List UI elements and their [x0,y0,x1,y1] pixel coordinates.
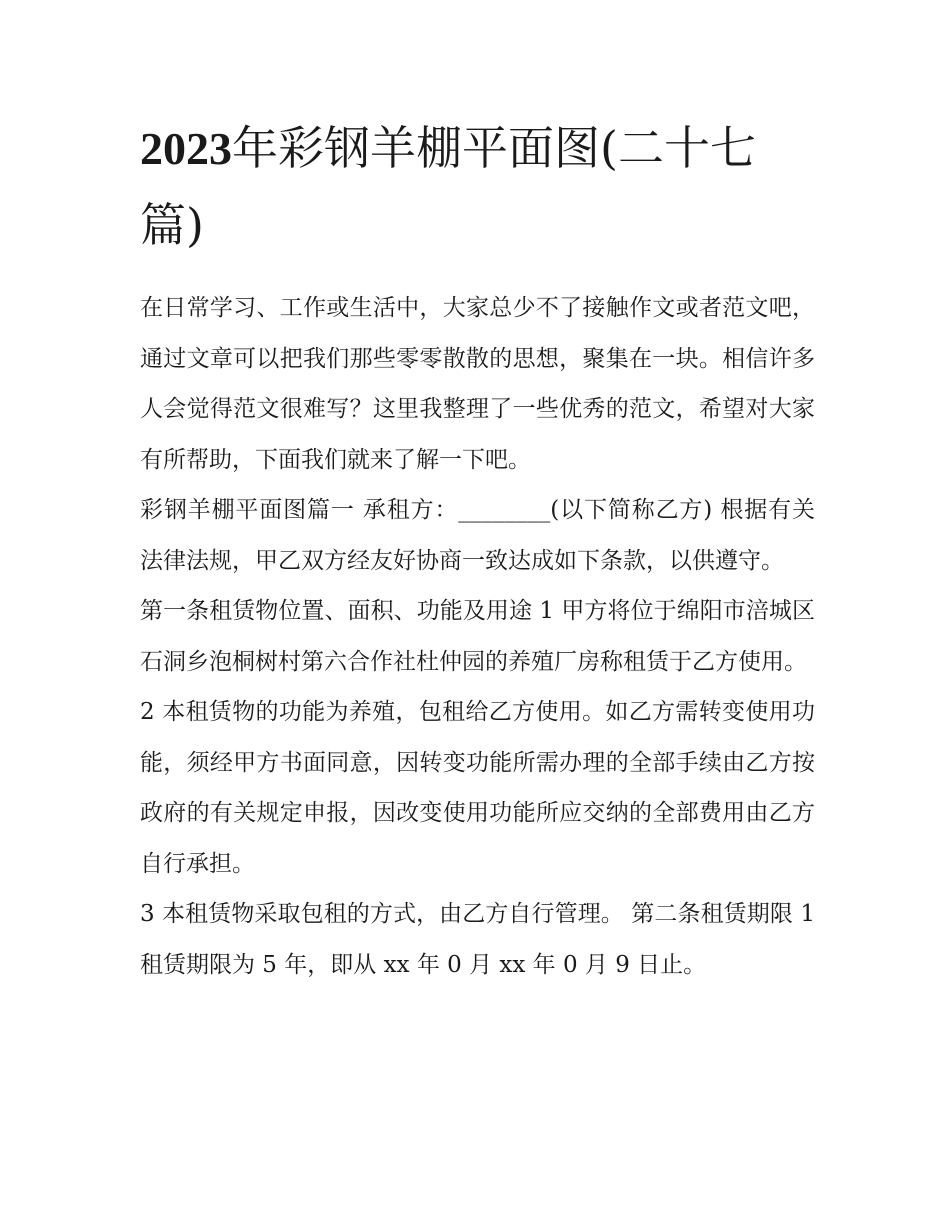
paragraph-lease-term: 3 本租赁物采取包租的方式，由乙方自行管理。 第二条租赁期限 1 租赁期限为 5 年，即从 xx 年 0 月 xx 年 0 月 9 日止。 [140,901,815,978]
title-text: 年彩钢羊棚平面图(二十七篇) [140,121,756,252]
document-body [140,283,815,990]
paragraph-article-1: 第一条租赁物位置、面积、功能及用途 1 甲方将位于绵阳市涪城区石洞乡泡桐树村第六合作社杜仲园的养殖厂房称租赁于乙方使用。 [140,598,815,675]
document-title [140,110,815,263]
paragraph-lessee: 彩钢羊棚平面图篇一 承租方：________(以下简称乙方) 根据有关法律法规，甲乙双方经友好协商一致达成如下条款，以供遵守。 [140,497,815,574]
document-page [140,110,815,990]
title-year: 2023 [140,123,232,174]
paragraph-function: 2 本租赁物的功能为养殖，包租给乙方使用。如乙方需转变使用功能，须经甲方书面同意，因转变功能所需办理的全部手续由乙方按政府的有关规定申报，因改变使用功能所应交纳的全部费用由乙方自行承担。 [140,699,815,877]
paragraph-intro: 在日常学习、工作或生活中，大家总少不了接触作文或者范文吧，通过文章可以把我们那些零零散散的思想，聚集在一块。相信许多人会觉得范文很难写？这里我整理了一些优秀的范文，希望对大家有所帮助，下面我们就来了解一下吧。 [140,295,815,473]
